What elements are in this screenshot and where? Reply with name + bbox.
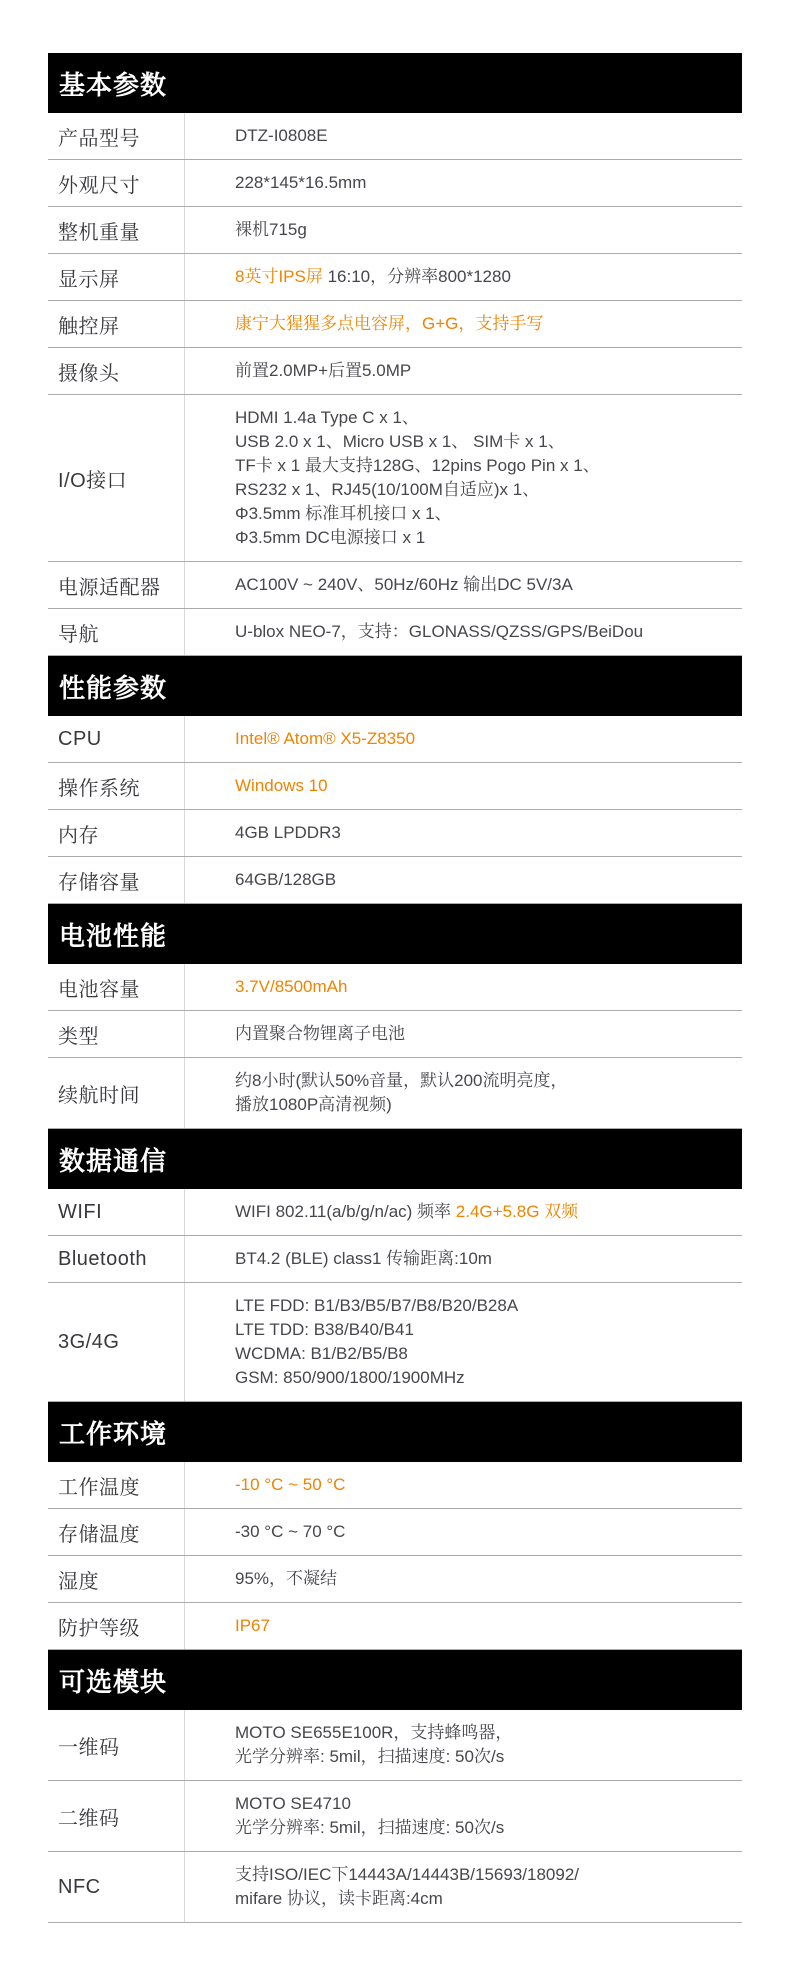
section-header	[48, 656, 742, 716]
section-title: 电池性能	[59, 920, 168, 951]
spec-row	[48, 254, 742, 301]
spec-label: NFC	[48, 1852, 185, 1922]
spec-row	[48, 113, 742, 160]
spec-label: 触控屏	[48, 301, 185, 347]
spec-value-line	[235, 430, 734, 454]
spec-label: 类型	[48, 1011, 185, 1057]
spec-value-text: 前置2.0MP+后置5.0MP	[235, 361, 412, 380]
section-title: 基本参数	[59, 69, 168, 100]
spec-value-text: mifare 协议，读卡距离:4cm	[235, 1889, 443, 1908]
spec-label: 3G/4G	[48, 1283, 185, 1401]
spec-row	[48, 207, 742, 254]
spec-label: 湿度	[48, 1556, 185, 1602]
spec-value	[185, 1509, 742, 1555]
spec-row	[48, 1509, 742, 1556]
spec-value-text: DTZ-I0808E	[235, 126, 328, 145]
spec-value-line	[235, 1792, 734, 1816]
spec-value-line	[235, 454, 734, 478]
spec-value-text: 光学分辨率: 5mil，扫描速度: 50次/s	[235, 1818, 505, 1837]
spec-row	[48, 609, 742, 656]
spec-value-line	[235, 171, 734, 195]
spec-value-line	[235, 406, 734, 430]
spec-value-text: 228*145*16.5mm	[235, 173, 367, 192]
spec-value-line	[235, 502, 734, 526]
spec-row	[48, 964, 742, 1011]
spec-value-line	[235, 868, 734, 892]
spec-row	[48, 1710, 742, 1781]
spec-value-text: LTE FDD: B1/B3/B5/B7/B8/B20/B28A	[235, 1296, 519, 1315]
spec-value-line	[235, 821, 734, 845]
spec-value-line	[235, 526, 734, 550]
spec-value	[185, 1556, 742, 1602]
spec-value-accent-text: 3.7V/8500mAh	[235, 977, 348, 996]
spec-value-text: HDMI 1.4a Type C x 1、	[235, 408, 419, 427]
spec-value-text: AC100V ~ 240V、50Hz/60Hz 输出DC 5V/3A	[235, 575, 573, 594]
spec-value-text: 光学分辨率: 5mil，扫描速度: 50次/s	[235, 1747, 505, 1766]
section-header	[48, 1129, 742, 1189]
spec-row	[48, 1058, 742, 1129]
spec-value-line	[235, 1614, 734, 1638]
spec-row	[48, 348, 742, 395]
section-header	[48, 53, 742, 113]
spec-value	[185, 113, 742, 159]
spec-row	[48, 857, 742, 904]
spec-value-accent-text: -10 °C ~ 50 °C	[235, 1475, 346, 1494]
spec-value-accent-text: Windows 10	[235, 776, 328, 795]
spec-value-line	[235, 1093, 734, 1117]
spec-value-line	[235, 1200, 734, 1224]
spec-value	[185, 1462, 742, 1508]
spec-row	[48, 810, 742, 857]
spec-label: 显示屏	[48, 254, 185, 300]
spec-value-line	[235, 573, 734, 597]
spec-value-line	[235, 1567, 734, 1591]
spec-value	[185, 964, 742, 1010]
spec-value	[185, 810, 742, 856]
spec-value-accent-text: 8英寸IPS屏	[235, 267, 323, 286]
spec-value-text: RS232 x 1、RJ45(10/100M自适应)x 1、	[235, 480, 540, 499]
spec-value-text: U-blox NEO-7，支持：GLONASS/QZSS/GPS/BeiDou	[235, 622, 644, 641]
spec-row	[48, 1603, 742, 1650]
spec-label: 一维码	[48, 1710, 185, 1780]
spec-value	[185, 609, 742, 655]
spec-value	[185, 207, 742, 253]
spec-value-line	[235, 312, 734, 336]
spec-value-accent-text: 康宁大猩猩多点电容屏，G+G，支持手写	[235, 314, 544, 333]
spec-row	[48, 1011, 742, 1058]
spec-value-line	[235, 774, 734, 798]
spec-label: 存储温度	[48, 1509, 185, 1555]
spec-label: WIFI	[48, 1189, 185, 1235]
spec-value	[185, 395, 742, 561]
spec-value-accent-text: Intel® Atom® X5-Z8350	[235, 729, 416, 748]
spec-value	[185, 1710, 742, 1780]
spec-label: 防护等级	[48, 1603, 185, 1649]
spec-row	[48, 1236, 742, 1283]
spec-label: 工作温度	[48, 1462, 185, 1508]
spec-label: 二维码	[48, 1781, 185, 1851]
spec-value-text: BT4.2 (BLE) class1 传输距离:10m	[235, 1249, 492, 1268]
spec-label: 内存	[48, 810, 185, 856]
spec-label: 操作系统	[48, 763, 185, 809]
spec-row	[48, 716, 742, 763]
spec-label: 外观尺寸	[48, 160, 185, 206]
spec-value-text: LTE TDD: B38/B40/B41	[235, 1320, 414, 1339]
spec-label: 导航	[48, 609, 185, 655]
spec-value-text: 95%，不凝结	[235, 1569, 338, 1588]
spec-row	[48, 301, 742, 348]
spec-value	[185, 857, 742, 903]
spec-label: I/O接口	[48, 395, 185, 561]
spec-value-text: Φ3.5mm DC电源接口 x 1	[235, 528, 426, 547]
spec-row	[48, 562, 742, 609]
spec-row	[48, 395, 742, 562]
spec-label: 电源适配器	[48, 562, 185, 608]
spec-value-text: 播放1080P高清视频)	[235, 1095, 392, 1114]
spec-label: 摄像头	[48, 348, 185, 394]
spec-value-text: GSM: 850/900/1800/1900MHz	[235, 1368, 465, 1387]
spec-value-line	[235, 359, 734, 383]
spec-row	[48, 1462, 742, 1509]
spec-value-line	[235, 1294, 734, 1318]
section-title: 工作环境	[59, 1418, 168, 1449]
spec-value-line	[235, 1816, 734, 1840]
spec-value-text: 16:10，分辨率800*1280	[322, 267, 511, 286]
spec-label: 电池容量	[48, 964, 185, 1010]
spec-value-line	[235, 478, 734, 502]
spec-value-text: Φ3.5mm 标准耳机接口 x 1、	[235, 504, 452, 523]
spec-row	[48, 1852, 742, 1923]
spec-value-line	[235, 1721, 734, 1745]
spec-label: CPU	[48, 716, 185, 762]
spec-value-line	[235, 1863, 734, 1887]
spec-row	[48, 1283, 742, 1402]
spec-row	[48, 1556, 742, 1603]
section-title: 数据通信	[59, 1145, 168, 1176]
spec-value-text: MOTO SE655E100R，支持蜂鸣器，	[235, 1723, 513, 1742]
spec-label: 产品型号	[48, 113, 185, 159]
spec-value-line	[235, 265, 734, 289]
spec-table	[48, 53, 742, 1923]
spec-value-text: USB 2.0 x 1、Micro USB x 1、 SIM卡 x 1、	[235, 432, 565, 451]
spec-value-line	[235, 975, 734, 999]
spec-value-line	[235, 1366, 734, 1390]
spec-label: Bluetooth	[48, 1236, 185, 1282]
spec-value-line	[235, 1473, 734, 1497]
spec-value	[185, 301, 742, 347]
spec-value-line	[235, 1318, 734, 1342]
spec-label: 整机重量	[48, 207, 185, 253]
spec-label: 存储容量	[48, 857, 185, 903]
spec-value-line	[235, 620, 734, 644]
section-header	[48, 1402, 742, 1462]
spec-value-line	[235, 1069, 734, 1093]
spec-value	[185, 1011, 742, 1057]
spec-value-text: WIFI 802.11(a/b/g/n/ac) 频率	[235, 1202, 456, 1221]
spec-value-text: 约8小时(默认50%音量，默认200流明亮度，	[235, 1071, 568, 1090]
spec-value-line	[235, 1342, 734, 1366]
spec-value-accent-text: IP67	[235, 1616, 270, 1635]
spec-value-text: TF卡 x 1 最大支持128G、12pins Pogo Pin x 1、	[235, 456, 600, 475]
spec-value	[185, 1058, 742, 1128]
spec-value-line	[235, 1520, 734, 1544]
spec-row	[48, 160, 742, 207]
spec-value-text: WCDMA: B1/B2/B5/B8	[235, 1344, 408, 1363]
spec-label: 续航时间	[48, 1058, 185, 1128]
spec-value-text: 内置聚合物锂离子电池	[235, 1024, 405, 1043]
spec-value-line	[235, 124, 734, 148]
spec-value-line	[235, 1887, 734, 1911]
spec-value-text: 裸机715g	[235, 220, 307, 239]
spec-value	[185, 160, 742, 206]
spec-value	[185, 348, 742, 394]
spec-value	[185, 1189, 742, 1235]
spec-value-line	[235, 1247, 734, 1271]
spec-row	[48, 1189, 742, 1236]
spec-value	[185, 1236, 742, 1282]
section-header	[48, 1650, 742, 1710]
spec-value-accent-text: 2.4G+5.8G 双频	[455, 1202, 579, 1221]
spec-value-text: 64GB/128GB	[235, 870, 337, 889]
section-title: 性能参数	[59, 672, 168, 703]
spec-value	[185, 1283, 742, 1401]
spec-value-text: -30 °C ~ 70 °C	[235, 1522, 346, 1541]
spec-value	[185, 716, 742, 762]
spec-value-text: 支持ISO/IEC下14443A/14443B/15693/18092/	[235, 1865, 580, 1884]
section-header	[48, 904, 742, 964]
spec-value	[185, 254, 742, 300]
spec-value-text: MOTO SE4710	[235, 1794, 351, 1813]
section-title: 可选模块	[59, 1666, 168, 1697]
spec-value	[185, 1603, 742, 1649]
spec-value-line	[235, 1745, 734, 1769]
spec-value	[185, 763, 742, 809]
spec-row	[48, 763, 742, 810]
spec-value	[185, 1781, 742, 1851]
spec-value	[185, 562, 742, 608]
spec-value-line	[235, 218, 734, 242]
spec-value-line	[235, 1022, 734, 1046]
spec-value-line	[235, 727, 734, 751]
spec-row	[48, 1781, 742, 1852]
spec-value	[185, 1852, 742, 1922]
spec-value-text: 4GB LPDDR3	[235, 823, 341, 842]
